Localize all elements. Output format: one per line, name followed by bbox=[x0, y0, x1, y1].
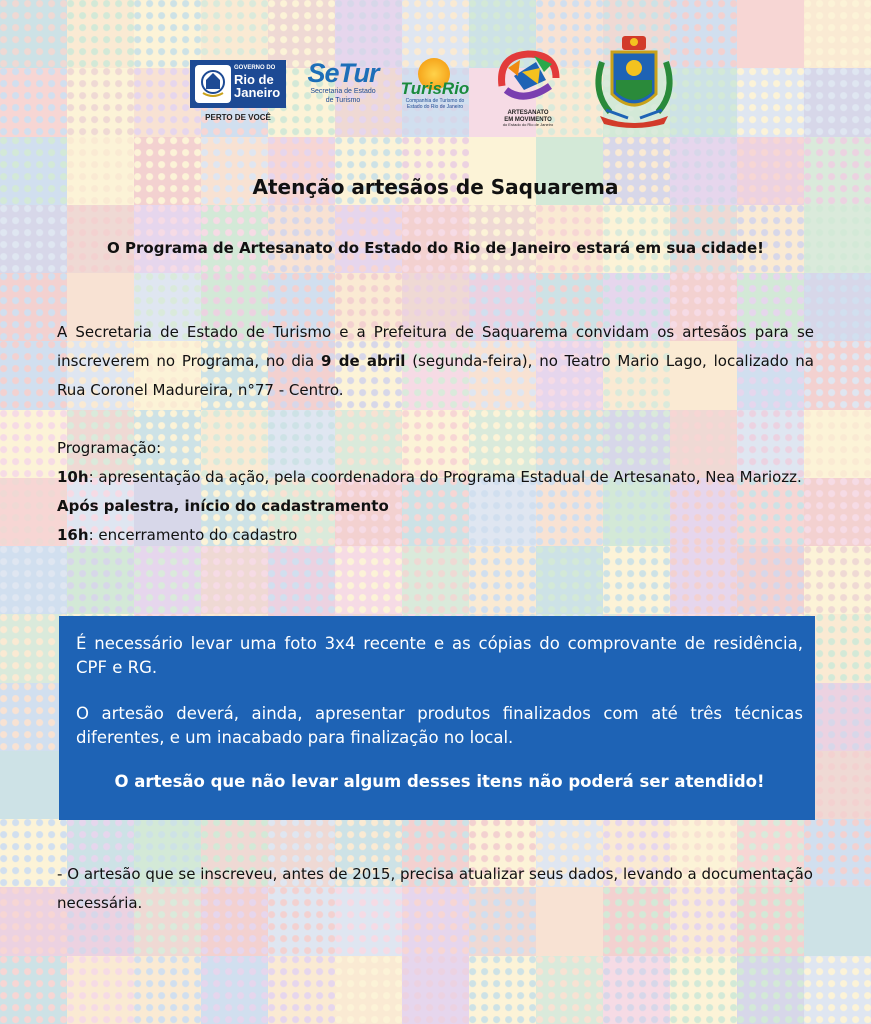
schedule-item-1-time: 10h bbox=[57, 468, 89, 486]
intro-before: A Secretaria de Estado de Turismo e a Prefeitura de Saquarema convidam os artesãos para se inscreverem no Programa, no dia bbox=[57, 323, 814, 370]
page-title: Atenção artesãos de Saquarema bbox=[252, 175, 619, 199]
turisrio-subtitle-2: Estado do Rio de Janeiro bbox=[406, 103, 464, 110]
subtitle: O Programa de Artesanato do Estado do Rio de Janeiro estará em sua cidade! bbox=[107, 239, 764, 257]
schedule-item-1 bbox=[57, 463, 817, 492]
gov-line1: GOVERNO DO bbox=[234, 65, 276, 71]
schedule-item-3 bbox=[57, 521, 817, 550]
saquarema-coat-of-arms-icon bbox=[588, 32, 680, 130]
schedule-item-2 bbox=[57, 492, 817, 521]
artesanato-line1: ARTESANATO bbox=[507, 110, 549, 116]
setur-subtitle-2: de Turismo bbox=[325, 96, 361, 104]
notice-warning: O artesão que não levar algum desses itens não poderá ser atendido! bbox=[114, 772, 765, 791]
schedule-item-2-text: Após palestra, início do cadastramento bbox=[57, 497, 389, 515]
artesanato-line3: do Estado do Rio de Janeiro bbox=[502, 122, 554, 128]
artesanato-line2: EM MOVIMENTO bbox=[504, 116, 552, 123]
rj-shield-icon bbox=[195, 65, 231, 103]
artesanato-swirl-icon bbox=[494, 46, 562, 108]
setur-logo bbox=[300, 60, 386, 116]
gov-line2: Rio de bbox=[234, 72, 274, 87]
schedule-item-3-text: : encerramento do cadastro bbox=[88, 526, 298, 544]
notice-paragraph-2: O artesão deverá, ainda, apresentar produtos finalizados com até três técnicas diferentes, e um inacabado para finalização no local. bbox=[76, 704, 803, 747]
setur-subtitle-1: Secretaria de Estado bbox=[310, 88, 376, 95]
schedule-item-3-time: 16h bbox=[57, 526, 89, 544]
turisrio-logo bbox=[398, 58, 472, 118]
gov-line3: Janeiro bbox=[234, 85, 281, 100]
footer-note: - O artesão que se inscreveu, antes de 2015, precisa atualizar seus dados, levando a documentação necessária. bbox=[57, 865, 813, 912]
setur-name: SeTur bbox=[307, 58, 379, 88]
schedule-heading: Programação: bbox=[57, 439, 162, 457]
schedule-item-1-text: : apresentação da ação, pela coordenadora do Programa Estadual de Artesanato, Nea Mariozz. bbox=[88, 468, 802, 486]
intro-paragraph bbox=[57, 318, 814, 405]
notice-paragraph-1: É necessário levar uma foto 3x4 recente e as cópias do comprovante de residência, CPF e RG. bbox=[76, 634, 803, 677]
intro-date: 9 de abril bbox=[321, 352, 406, 370]
logo-bar bbox=[188, 28, 688, 138]
turisrio-subtitle-1: Companhia de Turismo do bbox=[405, 98, 465, 104]
turisrio-name: TurisRio bbox=[400, 79, 470, 98]
gov-tagline: PERTO DE VOCÊ bbox=[205, 113, 271, 122]
governo-rj-logo bbox=[190, 60, 286, 122]
artesanato-em-movimento-logo bbox=[490, 46, 566, 132]
intro-after: (segunda-feira), no Teatro Mario Lago, localizado na Rua Coronel Madureira, n°77 - Centro. bbox=[57, 352, 814, 399]
schedule bbox=[57, 434, 817, 550]
requirements-notice bbox=[59, 616, 815, 820]
